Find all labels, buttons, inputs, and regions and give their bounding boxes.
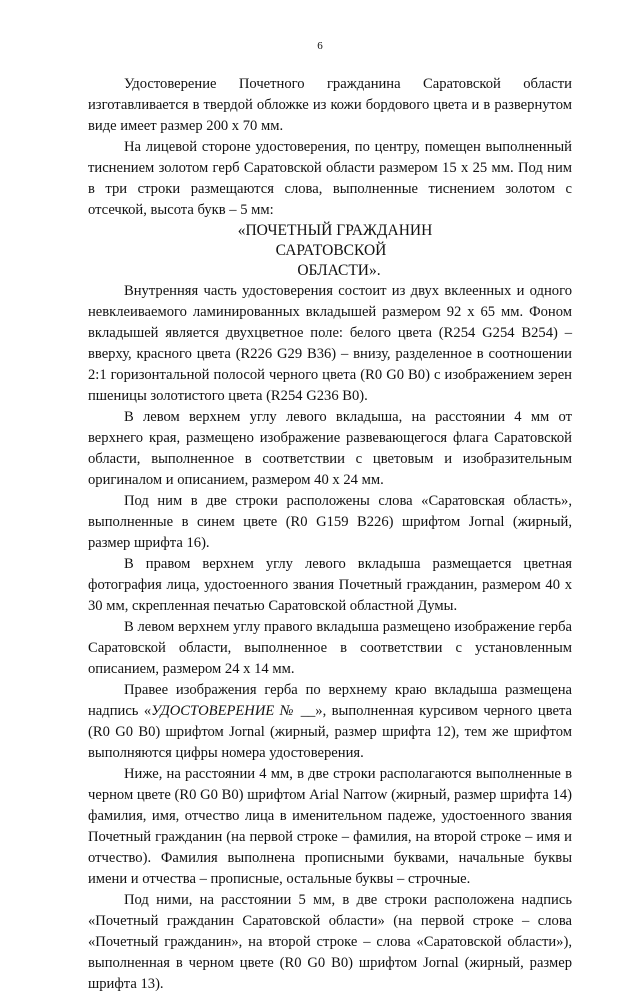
paragraph-flag-image: В левом верхнем углу левого вкладыша, на расстоянии 4 мм от верхнего края, размещено изображение развевающегося флага Саратовской области, выполненное в соответствии с цветовым и изобразительным оригиналом и описанием, размером 40 х 24 мм. (88, 409, 572, 488)
paragraph-certificate-number-text-b: », выполненная курсивом черного цвета (R0 G0 B0) шрифтом Jornal (жирный, размер шрифта 12), тем же шрифтом выполняются цифры номера удостоверения. (88, 703, 573, 761)
title-line-1: «ПОЧЕТНЫЙ ГРАЖДАНИН (237, 222, 433, 239)
paragraph-front-side: На лицевой стороне удостоверения, по центру, помещен выполненный тиснением золотом герб Саратовской области размером 15 х 25 мм. Под ним в три строки размещаются слова, выполненные тиснением золотом с отсечкой, высота букв – 5 мм: (88, 139, 572, 218)
paragraph-coat-of-arms: В левом верхнем углу правого вкладыша размещено изображение герба Саратовской области, выполненное в соответствии с установленным описанием, размером 24 х 14 мм. (88, 619, 572, 677)
title-line-3: ОБЛАСТИ». (297, 262, 381, 279)
paragraph-certificate-cover: Удостоверение Почетного гражданина Саратовской области изготавливается в твердой обложке из кожи бордового цвета и в развернутом виде имеет размер 200 х 70 мм. (88, 76, 572, 134)
title-line-2: САРАТОВСКОЙ (275, 242, 387, 259)
paragraph-photo: В правом верхнем углу левого вкладыша размещается цветная фотография лица, удостоенного звания Почетный гражданин, размером 40 х 30 мм, скрепленная печатью Саратовской областной Думы. (88, 556, 572, 614)
page-number: 6 (317, 40, 323, 52)
certificate-number-label: УДОСТОВЕРЕНИЕ № __ (151, 703, 316, 719)
embossed-title (88, 221, 572, 281)
paragraph-inner-part: Внутренняя часть удостоверения состоит из двух вклеенных и одного невклеиваемого ламинированных вкладышей размером 92 х 65 мм. Фоном вкладышей является двухцветное поле: белого цвета (R254 G254 B254) – вверху, красного цвета (R226 G29 B36) – внизу, разделенное в соотношении 2:1 горизонтальной полосой черного цвета (R0 G0 B0) с изображением зерен пшеницы золотистого цвета (R254 G236 B0). (88, 283, 572, 404)
paragraph-certificate-number (88, 680, 572, 764)
document-body (88, 74, 572, 995)
paragraph-full-name: Ниже, на расстоянии 4 мм, в две строки располагаются выполненные в черном цвете (R0 G0 B0) шрифтом Arial Narrow (жирный, размер шрифта 14) фамилия, имя, отчество лица в именительном падеже, удостоенного звания Почетный гражданин (на первой строке – фамилия, на второй строке – имя и отчество). Фамилия выполнена прописными буквами, начальные буквы имени и отчества – прописные, остальные буквы – строчные. (88, 766, 572, 887)
paragraph-certificate-number-text-a: Правее изображения герба по верхнему краю вкладыша размещена надпись « (88, 682, 572, 719)
paragraph-region-words: Под ним в две строки расположены слова «Саратовская область», выполненные в синем цвете (R0 G159 B226) шрифтом Jornal (жирный, размер шрифта 16). (88, 493, 572, 551)
paragraph-honorary-inscription: Под ними, на расстоянии 5 мм, в две строки расположена надпись «Почетный гражданин Саратовской области» (на первой строке – слова «Почетный гражданин», на второй строке – слова «Саратовской области»), выполненная в черном цвете (R0 G0 B0) шрифтом Jornal (жирный, размер шрифта 13). (88, 892, 572, 992)
